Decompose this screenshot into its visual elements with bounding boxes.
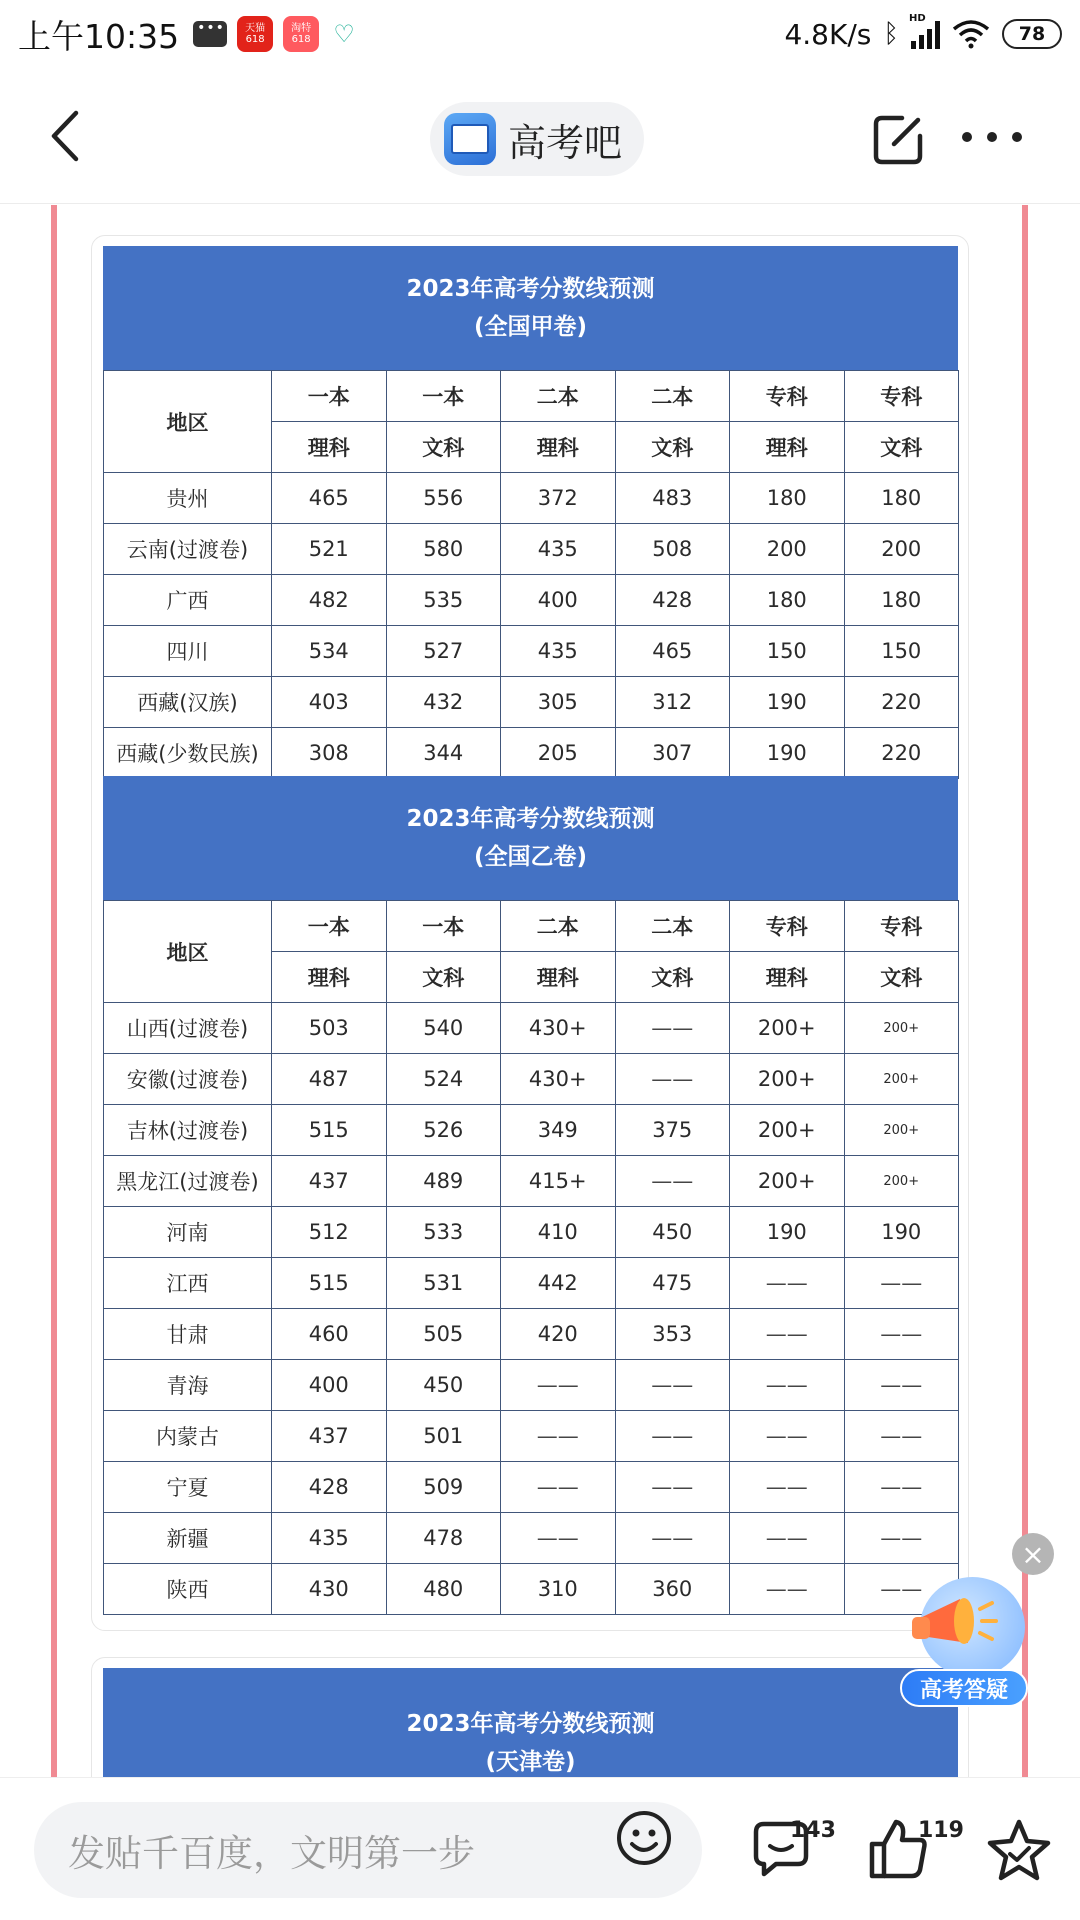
score-cell: ——	[615, 1156, 730, 1207]
promo-widget[interactable]	[900, 1577, 1030, 1707]
score-cell: 503	[272, 1003, 387, 1054]
score-cell: 540	[386, 1003, 501, 1054]
score-cell: ——	[615, 1462, 730, 1513]
track-header: 理科	[730, 952, 845, 1003]
score-cell: 360	[615, 1564, 730, 1615]
score-table-yi	[103, 776, 958, 1615]
score-cell: 580	[386, 524, 501, 575]
score-cell: 435	[501, 626, 616, 677]
table-row	[104, 1309, 959, 1360]
score-cell: 190	[730, 677, 845, 728]
score-cell: 420	[501, 1309, 616, 1360]
like-count: 119	[918, 1818, 964, 1843]
score-cell: 482	[272, 575, 387, 626]
table-title: 2023年高考分数线预测	[406, 276, 655, 302]
table-banner	[103, 1668, 958, 1777]
score-cell: ——	[730, 1411, 845, 1462]
track-header: 理科	[501, 422, 616, 473]
score-cell: 430+	[501, 1054, 616, 1105]
table-row	[104, 1054, 959, 1105]
post-image-card[interactable]	[91, 1657, 969, 1777]
score-cell: ——	[501, 1411, 616, 1462]
region-cell: 山西(过渡卷)	[104, 1003, 272, 1054]
score-cell: ——	[844, 1258, 959, 1309]
score-cell: ——	[730, 1462, 845, 1513]
score-grid	[103, 370, 959, 779]
score-cell: 535	[386, 575, 501, 626]
score-cell: 430	[272, 1564, 387, 1615]
table-subtitle: (全国甲卷)	[473, 314, 588, 340]
score-cell: 307	[615, 728, 730, 779]
score-cell: 180	[730, 473, 845, 524]
table-row	[104, 1411, 959, 1462]
score-cell: 524	[386, 1054, 501, 1105]
score-cell: ——	[501, 1462, 616, 1513]
score-cell: 533	[386, 1207, 501, 1258]
table-row	[104, 1207, 959, 1258]
score-cell: 200+	[730, 1156, 845, 1207]
track-header: 理科	[730, 422, 845, 473]
score-cell: 349	[501, 1105, 616, 1156]
region-cell: 河南	[104, 1207, 272, 1258]
region-cell: 陕西	[104, 1564, 272, 1615]
score-cell: 410	[501, 1207, 616, 1258]
tier-header: 二本	[615, 901, 730, 952]
battery-indicator: 78	[1002, 19, 1062, 49]
region-cell: 宁夏	[104, 1462, 272, 1513]
score-cell: 460	[272, 1309, 387, 1360]
back-button[interactable]	[40, 106, 90, 166]
tier-header: 二本	[501, 371, 616, 422]
region-cell: 黑龙江(过渡卷)	[104, 1156, 272, 1207]
score-cell: 534	[272, 626, 387, 677]
score-cell: 403	[272, 677, 387, 728]
tier-header: 一本	[386, 901, 501, 952]
score-cell: 465	[615, 626, 730, 677]
region-cell: 广西	[104, 575, 272, 626]
track-header: 理科	[272, 422, 387, 473]
region-cell: 安徽(过渡卷)	[104, 1054, 272, 1105]
score-cell: 556	[386, 473, 501, 524]
bluetooth-icon: ᛒ	[883, 19, 899, 49]
score-cell: 435	[501, 524, 616, 575]
promo-label: 高考答疑	[900, 1669, 1028, 1707]
score-cell: ——	[844, 1411, 959, 1462]
score-cell: 200+	[844, 1105, 959, 1156]
table-row	[104, 1105, 959, 1156]
table-row	[104, 1258, 959, 1309]
tier-header: 一本	[272, 371, 387, 422]
table-subtitle: (天津卷)	[485, 1749, 576, 1775]
score-cell: 509	[386, 1462, 501, 1513]
score-cell: 200+	[730, 1105, 845, 1156]
score-cell: ——	[501, 1513, 616, 1564]
score-cell: 450	[386, 1360, 501, 1411]
post-image-card[interactable]	[91, 235, 969, 1631]
score-cell: 465	[272, 473, 387, 524]
score-cell: 437	[272, 1156, 387, 1207]
score-cell: 180	[844, 575, 959, 626]
score-cell: ——	[501, 1360, 616, 1411]
edit-icon[interactable]	[868, 110, 928, 170]
score-cell: 480	[386, 1564, 501, 1615]
more-options-icon[interactable]	[962, 122, 1022, 152]
reply-placeholder: 发贴千百度，文明第一步	[68, 1832, 475, 1875]
score-cell: ——	[844, 1462, 959, 1513]
table-banner	[103, 776, 958, 900]
status-indicators	[784, 13, 1062, 51]
score-cell: 489	[386, 1156, 501, 1207]
score-cell: 508	[615, 524, 730, 575]
score-cell: ——	[615, 1411, 730, 1462]
region-cell: 青海	[104, 1360, 272, 1411]
taote-app-icon: 淘特 618	[283, 16, 319, 52]
score-cell: 200	[844, 524, 959, 575]
score-cell: 205	[501, 728, 616, 779]
forum-avatar	[444, 113, 496, 165]
region-cell: 江西	[104, 1258, 272, 1309]
megaphone-icon	[908, 1591, 998, 1661]
score-cell: 487	[272, 1054, 387, 1105]
score-cell: ——	[844, 1360, 959, 1411]
score-grid	[103, 900, 959, 1615]
score-table-jia	[103, 246, 958, 779]
score-cell: 400	[272, 1360, 387, 1411]
promo-close-button[interactable]: ×	[1012, 1533, 1054, 1575]
table-row	[104, 1513, 959, 1564]
score-cell: 190	[730, 1207, 845, 1258]
track-header: 文科	[386, 952, 501, 1003]
region-cell: 新疆	[104, 1513, 272, 1564]
tier-header: 专科	[844, 901, 959, 952]
table-row	[104, 1564, 959, 1615]
score-cell: 353	[615, 1309, 730, 1360]
score-cell: 308	[272, 728, 387, 779]
tier-header: 专科	[844, 371, 959, 422]
score-cell: 180	[844, 473, 959, 524]
forum-logo-icon	[451, 124, 489, 154]
table-row	[104, 626, 959, 677]
region-cell: 吉林(过渡卷)	[104, 1105, 272, 1156]
score-cell: 200	[730, 524, 845, 575]
score-cell: 305	[501, 677, 616, 728]
track-header: 文科	[386, 422, 501, 473]
forum-name: 高考吧	[508, 120, 623, 165]
tmall-app-icon: 天猫 618	[237, 16, 273, 52]
score-cell: 400	[501, 575, 616, 626]
score-cell: ——	[844, 1513, 959, 1564]
chevron-left-icon	[50, 110, 80, 162]
score-cell: ——	[730, 1258, 845, 1309]
track-header: 理科	[272, 952, 387, 1003]
left-accent-line	[51, 205, 57, 1777]
emoji-icon[interactable]	[614, 1808, 674, 1868]
table-row	[104, 1003, 959, 1054]
track-header: 文科	[844, 952, 959, 1003]
score-cell: 428	[615, 575, 730, 626]
score-cell: ——	[730, 1513, 845, 1564]
score-cell: 150	[730, 626, 845, 677]
region-header: 地区	[104, 901, 272, 1003]
score-cell: ——	[844, 1309, 959, 1360]
score-cell: 515	[272, 1258, 387, 1309]
table-title: 2023年高考分数线预测	[406, 806, 655, 832]
message-icon	[193, 21, 227, 47]
tier-header: 二本	[615, 371, 730, 422]
status-time: 上午10:35	[18, 16, 180, 56]
wifi-icon	[952, 19, 990, 49]
region-cell: 西藏(少数民族)	[104, 728, 272, 779]
score-cell: 200+	[730, 1054, 845, 1105]
tier-header: 一本	[272, 901, 387, 952]
score-cell: 190	[844, 1207, 959, 1258]
tier-header: 二本	[501, 901, 616, 952]
score-cell: 200+	[730, 1003, 845, 1054]
score-cell: 475	[615, 1258, 730, 1309]
heart-app-icon: ♡	[333, 20, 355, 48]
table-row	[104, 575, 959, 626]
tier-header: 一本	[386, 371, 501, 422]
score-cell: 512	[272, 1207, 387, 1258]
table-row	[104, 1360, 959, 1411]
score-cell: 200+	[844, 1156, 959, 1207]
bottom-action-bar	[0, 1777, 1080, 1920]
score-cell: 220	[844, 728, 959, 779]
score-cell: 483	[615, 473, 730, 524]
score-cell: 435	[272, 1513, 387, 1564]
post-content[interactable]	[0, 205, 1080, 1777]
score-cell: 430+	[501, 1003, 616, 1054]
table-subtitle: (全国乙卷)	[473, 844, 588, 870]
score-cell: ——	[730, 1360, 845, 1411]
score-cell: 415+	[501, 1156, 616, 1207]
score-cell: 442	[501, 1258, 616, 1309]
tier-header: 专科	[730, 371, 845, 422]
score-cell: 505	[386, 1309, 501, 1360]
score-cell: ——	[730, 1309, 845, 1360]
star-icon[interactable]	[986, 1818, 1052, 1882]
score-cell: ——	[615, 1360, 730, 1411]
score-cell: 200+	[844, 1003, 959, 1054]
table-row	[104, 524, 959, 575]
forum-chip[interactable]	[430, 102, 644, 176]
signal-icon	[909, 13, 940, 49]
track-header: 文科	[615, 422, 730, 473]
score-cell: 521	[272, 524, 387, 575]
region-cell: 云南(过渡卷)	[104, 524, 272, 575]
score-cell: 375	[615, 1105, 730, 1156]
score-cell: 527	[386, 626, 501, 677]
track-header: 文科	[615, 952, 730, 1003]
region-header: 地区	[104, 371, 272, 473]
track-header: 理科	[501, 952, 616, 1003]
table-row	[104, 1156, 959, 1207]
region-cell: 甘肃	[104, 1309, 272, 1360]
notification-icons	[193, 16, 359, 52]
score-cell: 432	[386, 677, 501, 728]
region-cell: 内蒙古	[104, 1411, 272, 1462]
score-cell: 200+	[844, 1054, 959, 1105]
score-cell: 531	[386, 1258, 501, 1309]
score-cell: 150	[844, 626, 959, 677]
track-header: 文科	[844, 422, 959, 473]
hd-tag: HD	[909, 13, 926, 24]
tier-header: 专科	[730, 901, 845, 952]
score-cell: 312	[615, 677, 730, 728]
score-cell: 428	[272, 1462, 387, 1513]
table-header-row	[104, 901, 959, 952]
table-title: 2023年高考分数线预测	[406, 1711, 655, 1737]
score-cell: 515	[272, 1105, 387, 1156]
table-row	[104, 728, 959, 779]
score-table-tianjin	[103, 1668, 958, 1777]
comment-count: 143	[790, 1818, 836, 1843]
score-cell: 437	[272, 1411, 387, 1462]
region-cell: 四川	[104, 626, 272, 677]
table-row	[104, 1462, 959, 1513]
network-speed: 4.8K/s	[784, 17, 872, 51]
score-cell: 526	[386, 1105, 501, 1156]
reply-input[interactable]	[34, 1802, 702, 1898]
score-cell: 190	[730, 728, 845, 779]
score-cell: ——	[730, 1564, 845, 1615]
score-cell: 310	[501, 1564, 616, 1615]
top-nav-bar	[0, 70, 1080, 204]
status-bar	[0, 0, 1080, 68]
score-cell: 344	[386, 728, 501, 779]
score-cell: 220	[844, 677, 959, 728]
table-row	[104, 473, 959, 524]
score-cell: 501	[386, 1411, 501, 1462]
score-cell: ——	[844, 1564, 959, 1615]
region-cell: 贵州	[104, 473, 272, 524]
score-cell: 180	[730, 575, 845, 626]
score-cell: ——	[615, 1003, 730, 1054]
table-header-row	[104, 371, 959, 422]
score-cell: 372	[501, 473, 616, 524]
score-cell: ——	[615, 1513, 730, 1564]
table-row	[104, 677, 959, 728]
table-banner	[103, 246, 958, 370]
score-cell: 450	[615, 1207, 730, 1258]
score-cell: ——	[615, 1054, 730, 1105]
region-cell: 西藏(汉族)	[104, 677, 272, 728]
score-cell: 478	[386, 1513, 501, 1564]
